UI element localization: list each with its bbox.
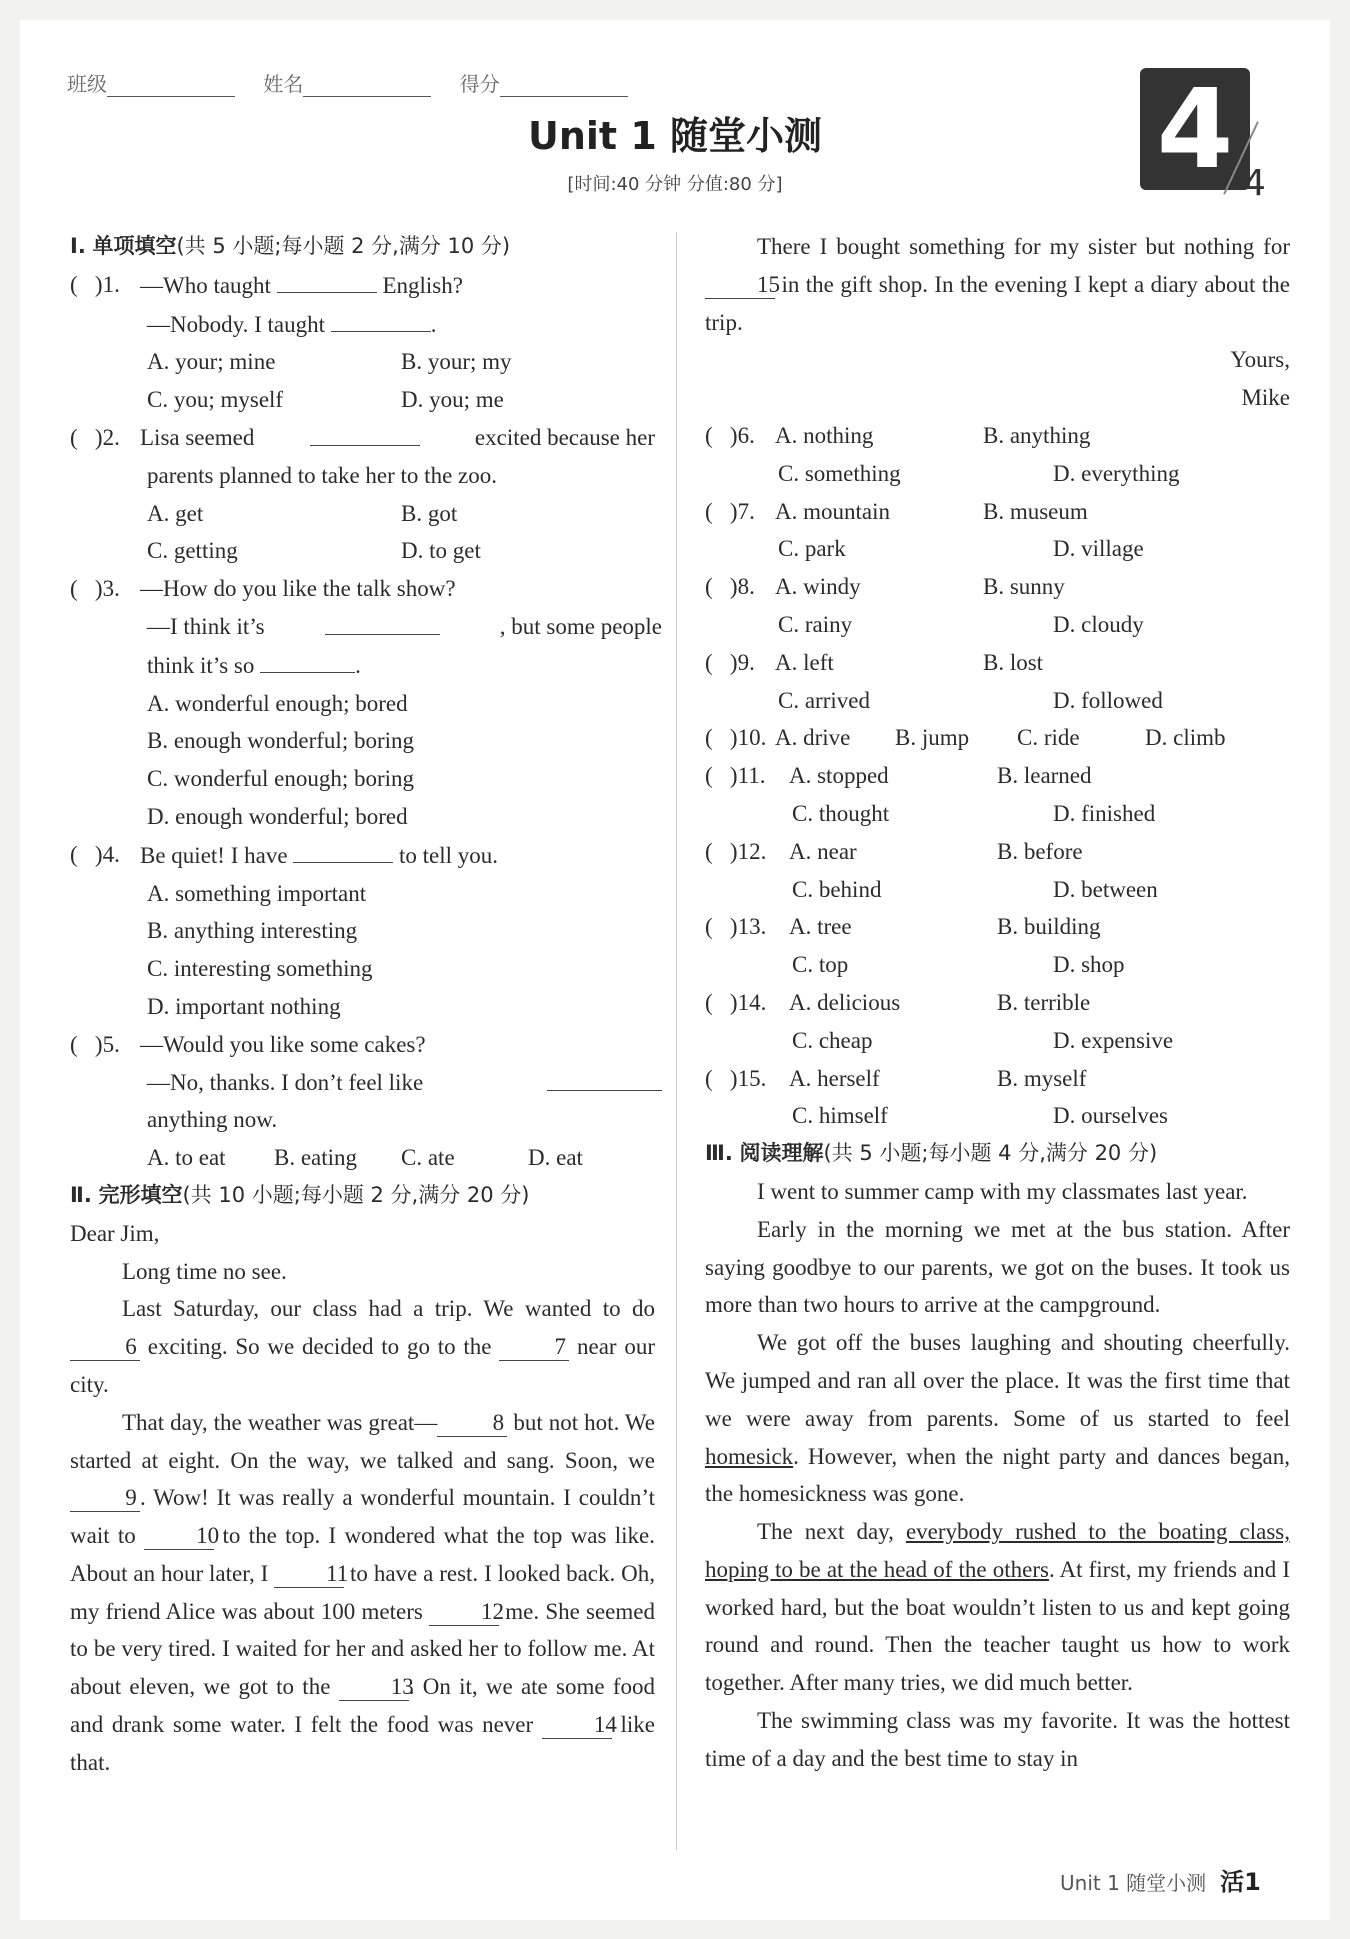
cloze-option-row (705, 1022, 1290, 1060)
option[interactable]: A. something important (147, 880, 367, 906)
option[interactable]: B. museum (983, 498, 1088, 524)
option[interactable]: D. you; me (401, 387, 504, 413)
option[interactable]: C. cheap (792, 1027, 873, 1053)
option[interactable]: B. building (997, 914, 1101, 940)
cloze-option-row (705, 795, 1290, 833)
option[interactable]: A. left (775, 649, 834, 675)
option[interactable]: C. top (792, 952, 849, 978)
class-field[interactable]: 班级 (67, 68, 235, 97)
cloze-option-row (705, 530, 1290, 568)
cloze-option-row (705, 946, 1290, 984)
question-4: ( )4. Be quiet! I have to tell you. (70, 836, 655, 875)
option[interactable]: C. arrived (778, 687, 870, 713)
question-2: ( )2. Lisa seemed excited because her (70, 419, 655, 457)
cloze-option-row: ( )8. A. windy B. sunny (705, 568, 1290, 606)
option[interactable]: C. behind (792, 876, 882, 902)
option[interactable]: C. wonderful enough; boring (147, 766, 415, 792)
option[interactable]: B. terrible (997, 989, 1091, 1015)
cloze-option-row (705, 871, 1290, 909)
option[interactable]: D. everything (1053, 460, 1180, 486)
badge-sub-number: 4 (1243, 163, 1266, 204)
option[interactable]: A. nothing (775, 422, 874, 448)
cloze-paragraph: Last Saturday, our class had a trip. We wanted to do 6 exciting. So we decided to go to the 7 near our city. (70, 1296, 655, 1397)
name-field[interactable]: 姓名 (263, 68, 431, 97)
letter-greeting: Dear Jim, (70, 1220, 160, 1246)
option[interactable]: A. delicious (789, 989, 901, 1015)
reading-paragraph: We got off the buses laughing and shouting cheerfully. We jumped and ran all over the place. It was the first time that we were away from parents. Some of us started to feel homesick. However, when the night party and dances began, the homesickness was gone. (705, 1330, 1290, 1507)
cloze-option-row: ( )14. A. delicious B. terrible (705, 984, 1290, 1022)
test-number-badge: 4 (1140, 68, 1250, 190)
cloze-option-row: ( )11. A. stopped B. learned (705, 757, 1290, 795)
option[interactable]: A. herself (789, 1065, 880, 1091)
underlined-sentence: everybody rushed to the boating class, hoping to be at the head of the others (705, 1519, 1290, 1582)
option[interactable]: C. ate (401, 1145, 455, 1171)
cloze-option-row: ( )12. A. near B. before (705, 833, 1290, 871)
options-row (70, 343, 655, 381)
cloze-option-row: ( )7. A. mountain B. museum (705, 493, 1290, 531)
option[interactable]: A. near (789, 838, 857, 864)
cloze-blank-13[interactable]: 13 (339, 1674, 409, 1701)
cloze-option-row (705, 1097, 1290, 1135)
cloze-blank-15[interactable]: 15 (705, 272, 775, 299)
option[interactable]: D. shop (1053, 952, 1125, 978)
option[interactable]: C. you; myself (147, 387, 284, 413)
option[interactable]: C. thought (792, 800, 890, 826)
option[interactable]: A. tree (789, 914, 852, 940)
cloze-blank-8[interactable]: 8 (437, 1410, 507, 1437)
page-title: Unit 1 随堂小测 (528, 114, 822, 158)
cloze-paragraph: There I bought something for my sister but nothing for 15 in the gift shop. In the evening I kept a diary about the trip. (705, 234, 1290, 335)
option[interactable]: A. drive (775, 725, 851, 751)
score-field[interactable]: 得分 (460, 68, 628, 97)
option[interactable]: C. ride (1017, 725, 1080, 751)
cloze-option-row (705, 682, 1290, 720)
option[interactable]: A. mountain (775, 498, 890, 524)
cloze-option-row (705, 606, 1290, 644)
section2-heading: Ⅱ. 完形填空(共 10 小题;每小题 2 分,满分 20 分) (70, 1182, 530, 1207)
page-footer: Unit 1 随堂小测 活1 (1060, 1868, 1261, 1896)
letter-signature: Mike (1241, 385, 1290, 411)
answer-blank[interactable] (331, 305, 431, 332)
option[interactable]: A. stopped (789, 763, 889, 789)
option[interactable]: D. between (1053, 876, 1158, 902)
option[interactable]: C. something (778, 460, 901, 486)
option[interactable]: A. your; mine (147, 349, 276, 375)
option[interactable]: B. anything (983, 422, 1091, 448)
cloze-blank-11[interactable]: 11 (274, 1561, 344, 1588)
options-row (70, 532, 655, 570)
cloze-blank-12[interactable]: 12 (429, 1599, 499, 1626)
answer-blank[interactable] (547, 1064, 662, 1091)
page-subtitle: [时间:40 分钟 分值:80 分] (567, 174, 783, 195)
cloze-option-row: ( )15. A. herself B. myself (705, 1060, 1290, 1098)
option[interactable]: D. finished (1053, 800, 1156, 826)
answer-blank[interactable] (310, 419, 420, 446)
option[interactable]: D. village (1053, 536, 1144, 562)
option[interactable]: B. before (997, 838, 1083, 864)
cloze-paragraph: That day, the weather was great— 8 but not hot. We started at eight. On the way, we talked and sang. Soon, we 9 . Wow! It was really a wonderful mountain. I couldn’t wait to 10 to the top. I wondered what the top was like. About an hour later, I 11 to have a rest. I looked back. Oh, my friend Alice was about 100 meters 12 me. She seemed to be very tired. I waited for her and asked her to follow me. At about eleven, we got to the 13. On it, we ate some food and drank some water. I felt the food was never 14 like that. (70, 1409, 656, 1775)
option[interactable]: B. eating (274, 1145, 358, 1171)
option[interactable]: A. wonderful enough; bored (147, 690, 408, 716)
reading-paragraph: Early in the morning we met at the bus station. After saying goodbye to our parents, we got on the buses. It took us more than two hours to arrive at the campground. (705, 1216, 1290, 1318)
answer-blank[interactable] (325, 608, 440, 635)
option[interactable]: D. eat (528, 1145, 583, 1171)
option[interactable]: D. climb (1145, 725, 1226, 751)
underlined-word: homesick (705, 1443, 794, 1469)
section3-heading: Ⅲ. 阅读理解(共 5 小题;每小题 4 分,满分 20 分) (705, 1141, 1158, 1166)
cloze-option-row: ( )13. A. tree B. building (705, 908, 1290, 946)
option[interactable]: B. jump (895, 725, 970, 751)
option[interactable]: C. park (778, 536, 846, 562)
option[interactable]: D. followed (1053, 687, 1163, 713)
question-1: ( )1. —Who taught English? (70, 266, 655, 305)
section1-heading: Ⅰ. 单项填空(共 5 小题;每小题 2 分,满分 10 分) (70, 234, 511, 258)
option[interactable]: D. important nothing (147, 993, 341, 1019)
option[interactable]: B. enough wonderful; boring (147, 728, 415, 754)
column-divider (676, 232, 677, 1850)
cloze-blank-10[interactable]: 10 (144, 1523, 214, 1550)
option[interactable]: B. got (401, 500, 458, 526)
option[interactable]: D. cloudy (1053, 611, 1144, 637)
answer-blank[interactable] (293, 836, 393, 863)
option[interactable]: D. ourselves (1053, 1103, 1168, 1129)
option[interactable]: B. myself (997, 1065, 1087, 1091)
letter-closing: Yours, (1230, 347, 1290, 373)
reading-paragraph: I went to summer camp with my classmates last year. (757, 1178, 1248, 1204)
answer-blank[interactable] (277, 266, 377, 293)
option[interactable]: A. to eat (147, 1145, 226, 1171)
question-5: ( )5. —Would you like some cakes? (70, 1031, 426, 1057)
option[interactable]: D. expensive (1053, 1027, 1174, 1053)
options-row (70, 381, 655, 419)
cloze-option-row (705, 455, 1290, 493)
option[interactable]: B. sunny (983, 574, 1065, 600)
option[interactable]: C. himself (792, 1103, 888, 1129)
left-column: Ⅰ. 单项填空(共 5 小题;每小题 2 分,满分 10 分) ( )1. —Who taught English? —Nobody. I taught . A. your; mine B. your; my C. you; myself D. you; me ( )2. Lisa seemed excited because her parents planned to take her to the zoo. A. get B. got C. getting D. to get ( )3. —How do you like the talk show? —I think it’s , but some people think it’s so . A. wonderful enough; bored B. enough wonderful; boring C. wonderful enough; boring D. enough wonderful; bored ( )4. Be quiet! I have to tell you. A. something important B. anything interesting C. interesting something D. important nothing ( )5. —Would you like some cakes? —No, thanks. I don’t feel like anything now. A. to eat B. eating C. ate D. eat Ⅱ. 完形填空(共 10 小题;每小题 2 分,满分 20 分) Dear Jim, Long time no see. Last Saturday, our class had a trip. We wanted to do 6 exciting. So we decided to go to the 7 near our city. That day, the weather was great— 8 but not hot. We started at eight. On the way, we talked and sang. Soon, we 9 . Wow! It was really a wonderful mountain. I couldn’t wait to 10 to the top. I wondered what the top was like. About an hour later, I 11 to have a rest. I looked back. Oh, my friend Alice was about 100 meters 12 me. She seemed to be very tired. I waited for her and asked her to follow me. At about eleven, we got to the 13. On it, we ate some food and drank some water. I felt the food was never 14 like that. (70, 228, 655, 1782)
options-row (70, 1139, 655, 1177)
right-column (705, 228, 1290, 1778)
option[interactable]: B. learned (997, 763, 1092, 789)
answer-blank[interactable] (260, 646, 355, 673)
option[interactable]: A. windy (775, 574, 861, 600)
option[interactable]: D. enough wonderful; bored (147, 803, 408, 829)
options-row (70, 495, 655, 533)
option[interactable]: C. getting (147, 538, 238, 564)
header-fields (67, 68, 650, 97)
reading-paragraph: The next day, everybody rushed to the boating class, hoping to be at the head of the others. At first, my friends and I worked hard, but the boat wouldn’t listen to us and kept going round and round. Then the teacher taught us how to work together. After many tries, we did much better. (705, 1519, 1290, 1696)
question-3: ( )3. —How do you like the talk show? (70, 576, 456, 602)
cloze-blank-9[interactable]: 9 (70, 1485, 140, 1512)
cloze-option-row: ( )10. A. drive B. jump C. ride D. climb (705, 719, 1290, 757)
option[interactable]: C. interesting something (147, 956, 373, 982)
cloze-option-row: ( )6. A. nothing B. anything (705, 417, 1290, 455)
option[interactable]: B. anything interesting (147, 918, 358, 944)
cloze-blank-7[interactable]: 7 (499, 1334, 569, 1361)
cloze-blank-6[interactable]: 6 (70, 1334, 140, 1361)
cloze-option-row: ( )9. A. left B. lost (705, 644, 1290, 682)
option[interactable]: B. lost (983, 649, 1044, 675)
option[interactable]: C. rainy (778, 611, 853, 637)
cloze-options (705, 417, 1290, 1135)
reading-paragraph: The swimming class was my favorite. It was the hottest time of a day and the best time to stay in (705, 1708, 1290, 1771)
option[interactable]: B. your; my (401, 349, 512, 375)
option[interactable]: D. to get (401, 538, 481, 564)
cloze-blank-14[interactable]: 14 (542, 1712, 612, 1739)
option[interactable]: A. get (147, 500, 204, 526)
